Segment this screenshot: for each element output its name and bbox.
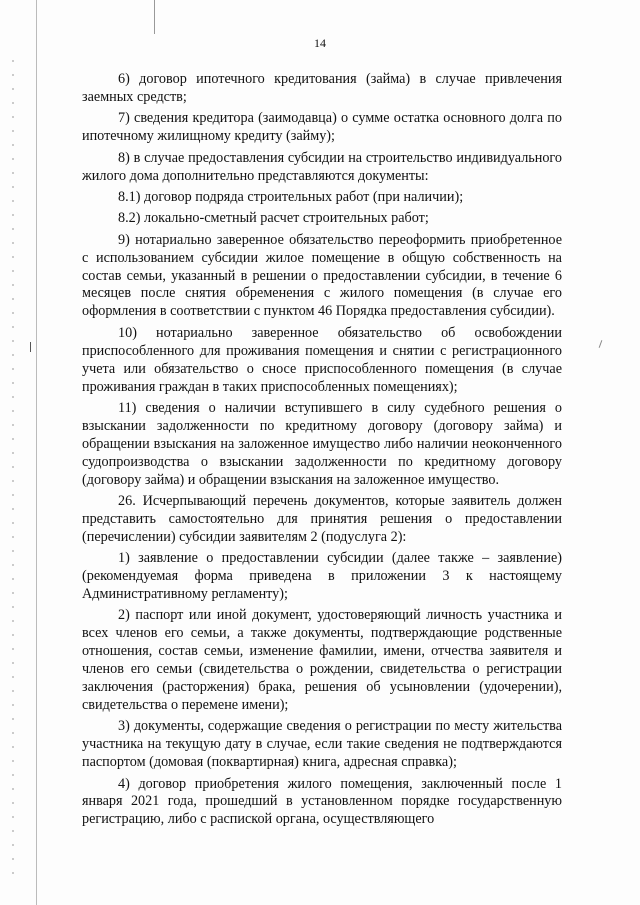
scan-mark <box>154 0 155 34</box>
scan-edge-artifact <box>12 60 14 880</box>
paragraph-item-9: 9) нотариально заверенное обязательство переоформить приобретенное с использованием субсидии жилое помещение в общую собственность на состав семьи, указанный в решении о предоставлении субсидии, в течение 6 месяцев после снятия обременения с жилого помещения (в случае его оформления в соответствии с пунктом 46 Порядка предоставления субсидии). <box>82 231 562 320</box>
paragraph-item-8-2: 8.2) локально-сметный расчет строительных работ; <box>118 210 429 227</box>
paragraph-sub-3: 3) документы, содержащие сведения о регистрации по месту жительства участника на текущую дату в случае, если такие сведения не подтверждаются паспортом (домовая (поквартирная) книга, адресная справка); <box>82 718 562 771</box>
scan-mark <box>30 342 31 352</box>
page-number: 14 <box>314 36 326 50</box>
paragraph-sub-4: 4) договор приобретения жилого помещения, заключенный после 1 января 2021 года, прошедший в установленном порядке государственную регистрацию, либо с распиской органа, осуществляющего <box>82 775 562 828</box>
paragraph-sub-2: 2) паспорт или иной документ, удостоверяющий личность участника и всех членов его семьи, а также документы, подтверждающие родственные отношения, состав семьи, изменение фамилии, имени, отчества заявителя и членов его семьи (свидетельства о рождении, свидетельства о регистрации заключения (расторжения) брака, решения об усыновлении (удочерении), свидетельства о перемене имени); <box>82 607 562 713</box>
paragraph-clause-26: 26. Исчерпывающий перечень документов, которые заявитель должен представить самостоятельно для принятия решения о предоставлении (перечислении) субсидии заявителям 2 (подуслуга 2): <box>82 492 562 545</box>
document-body <box>82 71 562 833</box>
paragraph-item-8: 8) в случае предоставления субсидии на строительство индивидуального жилого дома дополнительно представляются документы: <box>82 149 562 184</box>
paragraph-item-10: 10) нотариально заверенное обязательство об освобождении приспособленного для проживания помещения и снятии с регистрационного учета или обязательство о сносе приспособленного помещения (в случае проживания граждан в таких приспособленных помещениях); <box>82 324 562 395</box>
page-margin-line <box>36 0 37 905</box>
scan-mark <box>599 340 603 348</box>
paragraph-item-8-1: 8.1) договор подряда строительных работ (при наличии); <box>118 188 464 205</box>
paragraph-sub-1: 1) заявление о предоставлении субсидии (далее также – заявление) (рекомендуемая форма приведена в приложении 3 к настоящему Административному регламенту); <box>82 550 562 602</box>
paragraph-item-6: 6) договор ипотечного кредитования (займа) в случае привлечения заемных средств; <box>82 71 562 105</box>
paragraph-item-11: 11) сведения о наличии вступившего в силу судебного решения о взыскании задолженности по кредитному договору (договору займа) и обращении взыскания на заложенное имущество либо наличии неоконченного судопроизводства о взыскании задолженности по кредитному договору (договору займа) и обращении взыскания на заложенное имущество. <box>82 399 562 488</box>
paragraph-item-7: 7) сведения кредитора (заимодавца) о сумме остатка основного долга по ипотечному жилищному кредиту (займу); <box>82 110 562 145</box>
